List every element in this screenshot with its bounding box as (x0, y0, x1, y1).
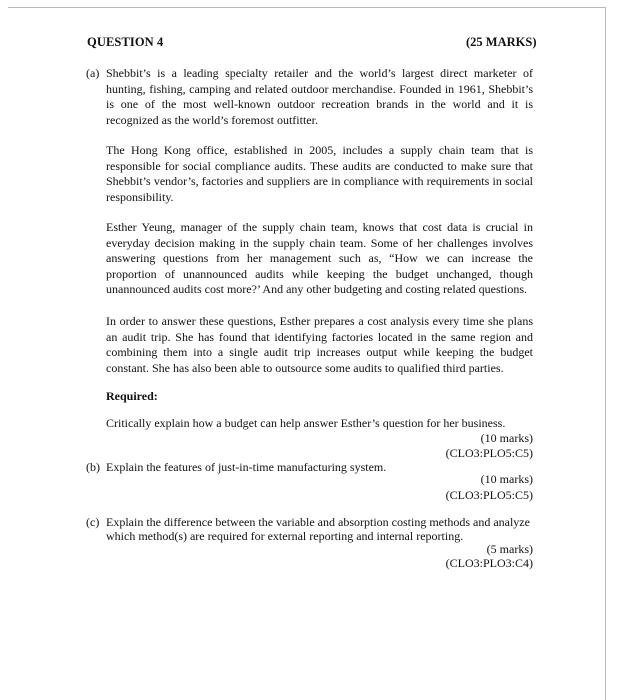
part-a-clo: (CLO3:PLO5:C5) (445, 446, 533, 460)
part-b-clo: (CLO3:PLO5:C5) (445, 488, 533, 502)
part-c-marks: (5 marks) (486, 542, 533, 556)
page-edge-top (8, 7, 606, 8)
part-a-paragraph-1: Shebbit’s is a leading specialty retailer and the world’s largest direct marketer of hunting, fishing, camping and related outdoor merchandise. Founded in 1961, Shebbit’s is one of the most well-known outdoor recreation brands in the world and it is recognized as the world’s foremost outfitter. (106, 66, 533, 127)
page-edge-right (605, 7, 606, 700)
part-c-label: (c) (86, 515, 100, 529)
part-c-question-line-1: Explain the difference between the variable and absorption costing methods and analyze (106, 515, 530, 529)
question-title: QUESTION 4 (87, 35, 164, 49)
part-a-paragraph-4: In order to answer these questions, Esther prepares a cost analysis every time she plans an audit trip. She has found that identifying factories located in the same region and combining them into a single audit trip increases output while keeping the budget constant. She has also been able to outsource some audits to qualified third parties. (106, 314, 533, 375)
part-c-clo: (CLO3:PLO3:C4) (445, 556, 533, 570)
part-b-question: Explain the features of just-in-time manufacturing system. (106, 460, 387, 474)
part-a-label: (a) (86, 66, 100, 80)
part-b-marks: (10 marks) (480, 472, 533, 486)
question-total-marks: (25 MARKS) (466, 35, 537, 49)
part-a-question: Critically explain how a budget can help answer Esther’s question for her business. (106, 416, 506, 430)
part-c-question-line-2: which method(s) are required for external reporting and internal reporting. (106, 529, 464, 543)
required-label: Required: (106, 389, 158, 403)
part-a-marks: (10 marks) (480, 431, 533, 445)
part-a-paragraph-3: Esther Yeung, manager of the supply chain team, knows that cost data is crucial in everyday decision making in the supply chain team. Some of her challenges involves answering questions from her management such as, “How we can increase the proportion of unannounced audits while keeping the budget unchanged, though unannounced audits cost more?’ And any other budgeting and costing related questions. (106, 220, 533, 296)
part-b-label: (b) (86, 460, 100, 474)
part-a-paragraph-2: The Hong Kong office, established in 2005, includes a supply chain team that is responsible for social compliance audits. These audits are conducted to make sure that Shebbit’s vendor’s, factories and suppliers are in compliance with requirements in social responsibility. (106, 143, 533, 204)
